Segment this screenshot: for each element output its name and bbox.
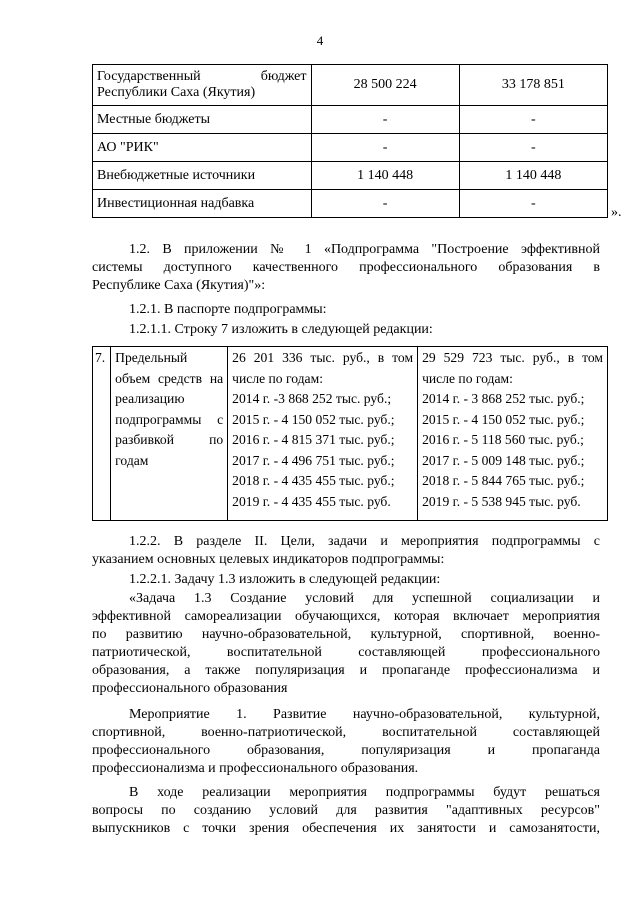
text-line: Мероприятие 1. Развитие научно-образовательной, культурной,: [129, 707, 600, 722]
text-line: профессионального образования: [92, 681, 288, 696]
year-amount-line: 2018 г. - 4 435 455 тыс. руб.;: [232, 473, 395, 488]
name-line: объем средств на: [115, 370, 224, 386]
year-amount-line: 2015 г. - 4 150 052 тыс. руб.;: [232, 411, 395, 427]
section-1-2-2-paragraph: [92, 533, 600, 569]
text-line: указанием основных целевых индикаторов подпрограммы:: [92, 552, 445, 567]
name-line: Предельный: [115, 350, 188, 365]
text-line: 1.2. В приложении № 1 «Подпрограмма "Построение эффективной: [129, 242, 600, 257]
text-line: эффективной самореализации обучающихся, которая включает мероприятия: [92, 609, 600, 624]
page-number: 4: [316, 33, 324, 48]
table-cell-value-old: -: [311, 190, 459, 218]
passport-table: [92, 346, 608, 521]
table-row: [93, 134, 608, 162]
amount-header-line: числе по годам:: [422, 370, 513, 386]
table-row: [93, 347, 608, 521]
table-cell-value-new: -: [459, 190, 607, 218]
text-line: патриотической, воспитательной составляющей профессионального: [92, 645, 600, 660]
text-line: по развитию научно-образовательной, культурной, спортивной, военно-: [92, 627, 600, 642]
table-cell-source: АО "РИК": [93, 134, 312, 162]
table-cell-value-new: -: [459, 134, 607, 162]
table-cell-source: Инвестиционная надбавка: [93, 190, 312, 218]
year-amount-line: 2018 г. - 5 844 765 тыс. руб.;: [422, 473, 585, 488]
text-line: системы доступного качественного профессионального образования в: [92, 260, 600, 275]
budget-table: [92, 64, 608, 218]
table-row: [93, 65, 608, 106]
text-line: профессионализма и профессионального образования.: [92, 761, 419, 776]
year-amount-line: 2019 г. - 5 538 945 тыс. руб.: [422, 493, 581, 509]
amount-header-line: 29 529 723 тыс. руб., в том: [422, 350, 603, 365]
text-line: вопросы по созданию условий для развития "адаптивных ресурсов": [92, 803, 600, 818]
task-1-3-paragraph: [92, 590, 600, 698]
name-line: подпрограммы с: [115, 411, 224, 427]
text-line: выпускников с точки зрения обеспечения их занятости и самозанятости,: [92, 821, 600, 836]
table-cell-source: Местные бюджеты: [93, 106, 312, 134]
name-line: реализацию: [115, 391, 185, 406]
section-1-2-2-1-heading: 1.2.2.1. Задачу 1.3 изложить в следующей редакции:: [129, 572, 441, 587]
year-amount-line: 2016 г. - 4 815 371 тыс. руб.;: [232, 432, 395, 447]
table-row: [93, 190, 608, 218]
name-line: разбивкой по: [115, 432, 224, 447]
row-number: 7.: [93, 347, 111, 521]
amount-header-line: 26 201 336 тыс. руб., в том: [232, 350, 414, 365]
table-cell-value-old: -: [311, 134, 459, 162]
table-row: [93, 106, 608, 134]
text-line: профессионального образования, популяризация и пропаганда: [92, 743, 600, 758]
closing-quote-mark: ».: [611, 205, 622, 220]
table-cell-value-old: 1 140 448: [311, 162, 459, 190]
table-row: [93, 162, 608, 190]
source-line: Республики Саха (Якутия): [97, 85, 256, 100]
year-amount-line: 2017 г. - 5 009 148 тыс. руб.;: [422, 452, 585, 468]
text-line: В ходе реализации мероприятия подпрограммы будут решаться: [129, 785, 600, 800]
row-name-cell: [111, 347, 228, 521]
table-cell-value-new: -: [459, 106, 607, 134]
amount-header-line: числе по годам:: [232, 370, 323, 386]
year-amount-line: 2017 г. - 4 496 751 тыс. руб.;: [232, 452, 395, 468]
text-line: «Задача 1.3 Создание условий для успешной социализации и: [129, 591, 600, 606]
measure-1-paragraph: [92, 706, 600, 778]
text-line: спортивной, военно-патриотической, воспитательной составляющей: [92, 725, 600, 740]
text-line: Республике Саха (Якутия)"»:: [92, 278, 266, 293]
final-paragraph: [92, 784, 600, 838]
year-amount-line: 2016 г. - 5 118 560 тыс. руб.;: [422, 432, 584, 447]
table-cell-value-new: 33 178 851: [459, 65, 607, 106]
section-1-2-1-1-heading: 1.2.1.1. Строку 7 изложить в следующей редакции:: [129, 322, 433, 337]
table-cell-value-old: -: [311, 106, 459, 134]
section-1-2-1-heading: 1.2.1. В паспорте подпрограммы:: [129, 302, 327, 317]
text-line: образования, а также популяризация и пропаганде профессионализма и: [92, 663, 600, 678]
year-amount-line: 2019 г. - 4 435 455 тыс. руб.: [232, 493, 391, 509]
year-amount-line: 2015 г. - 4 150 052 тыс. руб.;: [422, 411, 585, 427]
old-amount-cell: [228, 347, 418, 521]
year-amount-line: 2014 г. -3 868 252 тыс. руб.;: [232, 391, 392, 406]
name-line: годам: [115, 452, 149, 468]
text-line: 1.2.2. В разделе II. Цели, задачи и мероприятия подпрограммы с: [129, 534, 600, 549]
new-amount-cell: [418, 347, 608, 521]
table-cell-value-new: 1 140 448: [459, 162, 607, 190]
source-line: Государственный бюджет: [97, 69, 307, 84]
year-amount-line: 2014 г. - 3 868 252 тыс. руб.;: [422, 391, 585, 406]
table-cell-source: Внебюджетные источники: [93, 162, 312, 190]
table-cell-value-old: 28 500 224: [311, 65, 459, 106]
table-cell-source: [93, 65, 312, 106]
section-1-2-paragraph: [92, 241, 600, 295]
